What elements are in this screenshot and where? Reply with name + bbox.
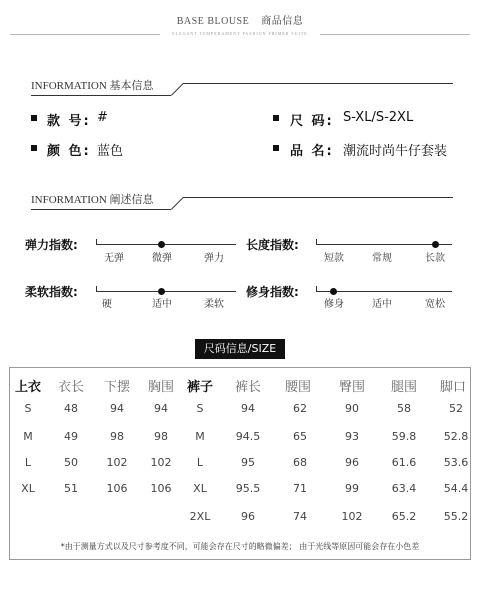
pants-cell: 94.5 <box>235 430 261 443</box>
pants-cell: 95.5 <box>235 482 261 495</box>
scale-option: 长款 <box>425 253 445 264</box>
pants-cell: 96 <box>241 510 255 523</box>
pants-cell: 74 <box>293 510 307 523</box>
top-cell: 94 <box>154 402 168 415</box>
top-cell: 51 <box>64 482 78 495</box>
pants-cell: 52.8 <box>443 430 469 443</box>
top-cell: 106 <box>150 482 172 495</box>
pants-col-header: 脚口 <box>439 380 466 395</box>
info-value-style-no: # <box>97 110 108 125</box>
scale-dot <box>158 288 165 295</box>
scale-option: 短款 <box>324 253 344 264</box>
pants-cell: 2XL <box>189 510 211 523</box>
scale-option: 修身 <box>324 299 344 310</box>
pants-cell: XL <box>193 482 207 495</box>
scale-dot <box>432 241 439 248</box>
pants-col-header: 臀围 <box>338 380 365 395</box>
pants-cell: 93 <box>345 430 359 443</box>
scale-label-elasticity: 弹力指数: <box>25 238 78 252</box>
section-basic-title: INFORMATION 基本信息 <box>31 80 154 92</box>
scale-line <box>96 291 236 292</box>
scale-option: 适中 <box>372 299 392 310</box>
info-bullet <box>31 145 37 151</box>
scale-option: 柔软 <box>204 299 224 310</box>
pants-cell: 58 <box>397 402 411 415</box>
pants-col-header: 腿围 <box>390 380 417 395</box>
section-basic-line <box>183 83 453 84</box>
pants-cell: 62 <box>293 402 307 415</box>
info-bullet <box>273 145 279 151</box>
scale-label-softness: 柔软指数: <box>25 285 78 299</box>
header-title <box>0 12 480 27</box>
pants-cell: S <box>196 402 204 415</box>
top-cell: 98 <box>154 430 168 443</box>
scale-dot <box>158 241 165 248</box>
pants-cell: 54.4 <box>443 482 469 495</box>
pants-cell: 65 <box>293 430 307 443</box>
top-cell: 98 <box>110 430 124 443</box>
top-cell: 106 <box>106 482 128 495</box>
info-label-color: 颜 色: <box>47 144 91 159</box>
scale-option: 常规 <box>372 253 392 264</box>
section-desc-line <box>183 197 453 198</box>
info-value-name: 潮流时尚牛仔套装 <box>343 144 448 159</box>
top-cell: 48 <box>64 402 78 415</box>
size-note: *由于测量方式以及尺寸参考度不同，可能会存在尺寸的略微偏差； 由于光线等原因可能会存在小色差 <box>60 542 420 551</box>
top-cell: XL <box>21 482 35 495</box>
scale-tick <box>316 239 317 244</box>
info-label-style-no: 款 号: <box>47 114 91 129</box>
top-cell: 102 <box>150 456 172 469</box>
scale-option: 硬 <box>102 299 112 310</box>
pants-cell: 99 <box>345 482 359 495</box>
scale-option: 弹力 <box>204 253 224 264</box>
scale-label-length: 长度指数: <box>246 238 299 252</box>
pants-col-header: 裤长 <box>234 380 261 395</box>
header-title-text: 商品信息 <box>261 16 304 27</box>
header-subtitle: ELEGANT TEMPERAMENT FASHION PRIMER SUITE <box>172 31 308 36</box>
top-cell: 94 <box>110 402 124 415</box>
scale-tick <box>96 286 97 291</box>
section-basic-diagonal <box>171 83 184 96</box>
scale-tick <box>316 286 317 291</box>
scale-line <box>96 244 236 245</box>
pants-cell: M <box>195 430 205 443</box>
top-cell: M <box>23 430 33 443</box>
pants-table-label: 裤子 <box>187 380 214 395</box>
pants-cell: 95 <box>241 456 255 469</box>
pants-cell: 96 <box>345 456 359 469</box>
pants-cell: 52 <box>449 402 463 415</box>
pants-cell: 59.8 <box>391 430 417 443</box>
pants-cell: 65.2 <box>391 510 417 523</box>
info-value-size: S-XL/S-2XL <box>343 110 414 125</box>
top-cell: S <box>24 402 32 415</box>
brand-text: BASE BLOUSE <box>176 16 250 27</box>
scale-option: 宽松 <box>425 299 445 310</box>
top-cell: L <box>24 456 32 469</box>
pants-cell: 55.2 <box>443 510 469 523</box>
scale-option: 适中 <box>152 299 172 310</box>
top-col-header: 衣长 <box>57 380 84 395</box>
scale-option: 微弹 <box>152 253 172 264</box>
info-value-color: 蓝色 <box>97 144 124 159</box>
top-col-header: 胸围 <box>147 380 174 395</box>
info-bullet <box>273 115 279 121</box>
info-label-size: 尺 码: <box>290 114 334 129</box>
scale-label-fit: 修身指数: <box>246 285 299 299</box>
scale-tick <box>96 239 97 244</box>
size-info-badge: 尺码信息/SIZE <box>195 339 285 359</box>
pants-cell: 90 <box>345 402 359 415</box>
top-cell: 49 <box>64 430 78 443</box>
pants-cell: 71 <box>293 482 307 495</box>
scale-option: 无弹 <box>104 253 124 264</box>
top-cell: 102 <box>106 456 128 469</box>
pants-cell: 61.6 <box>391 456 417 469</box>
pants-cell: L <box>196 456 204 469</box>
top-cell: 50 <box>64 456 78 469</box>
section-basic-underline <box>31 95 171 96</box>
pants-cell: 102 <box>341 510 363 523</box>
pants-cell: 63.4 <box>391 482 417 495</box>
section-desc-title: INFORMATION 阐述信息 <box>31 194 154 206</box>
pants-cell: 53.6 <box>443 456 469 469</box>
info-label-name: 品 名: <box>290 144 334 159</box>
top-table-label: 上衣 <box>15 380 42 395</box>
pants-col-header: 腰围 <box>284 380 311 395</box>
pants-cell: 68 <box>293 456 307 469</box>
top-col-header: 下摆 <box>103 380 130 395</box>
section-desc-underline <box>31 209 171 210</box>
pants-cell: 94 <box>241 402 255 415</box>
info-bullet <box>31 115 37 121</box>
section-desc-diagonal <box>171 197 184 210</box>
scale-dot <box>330 288 337 295</box>
